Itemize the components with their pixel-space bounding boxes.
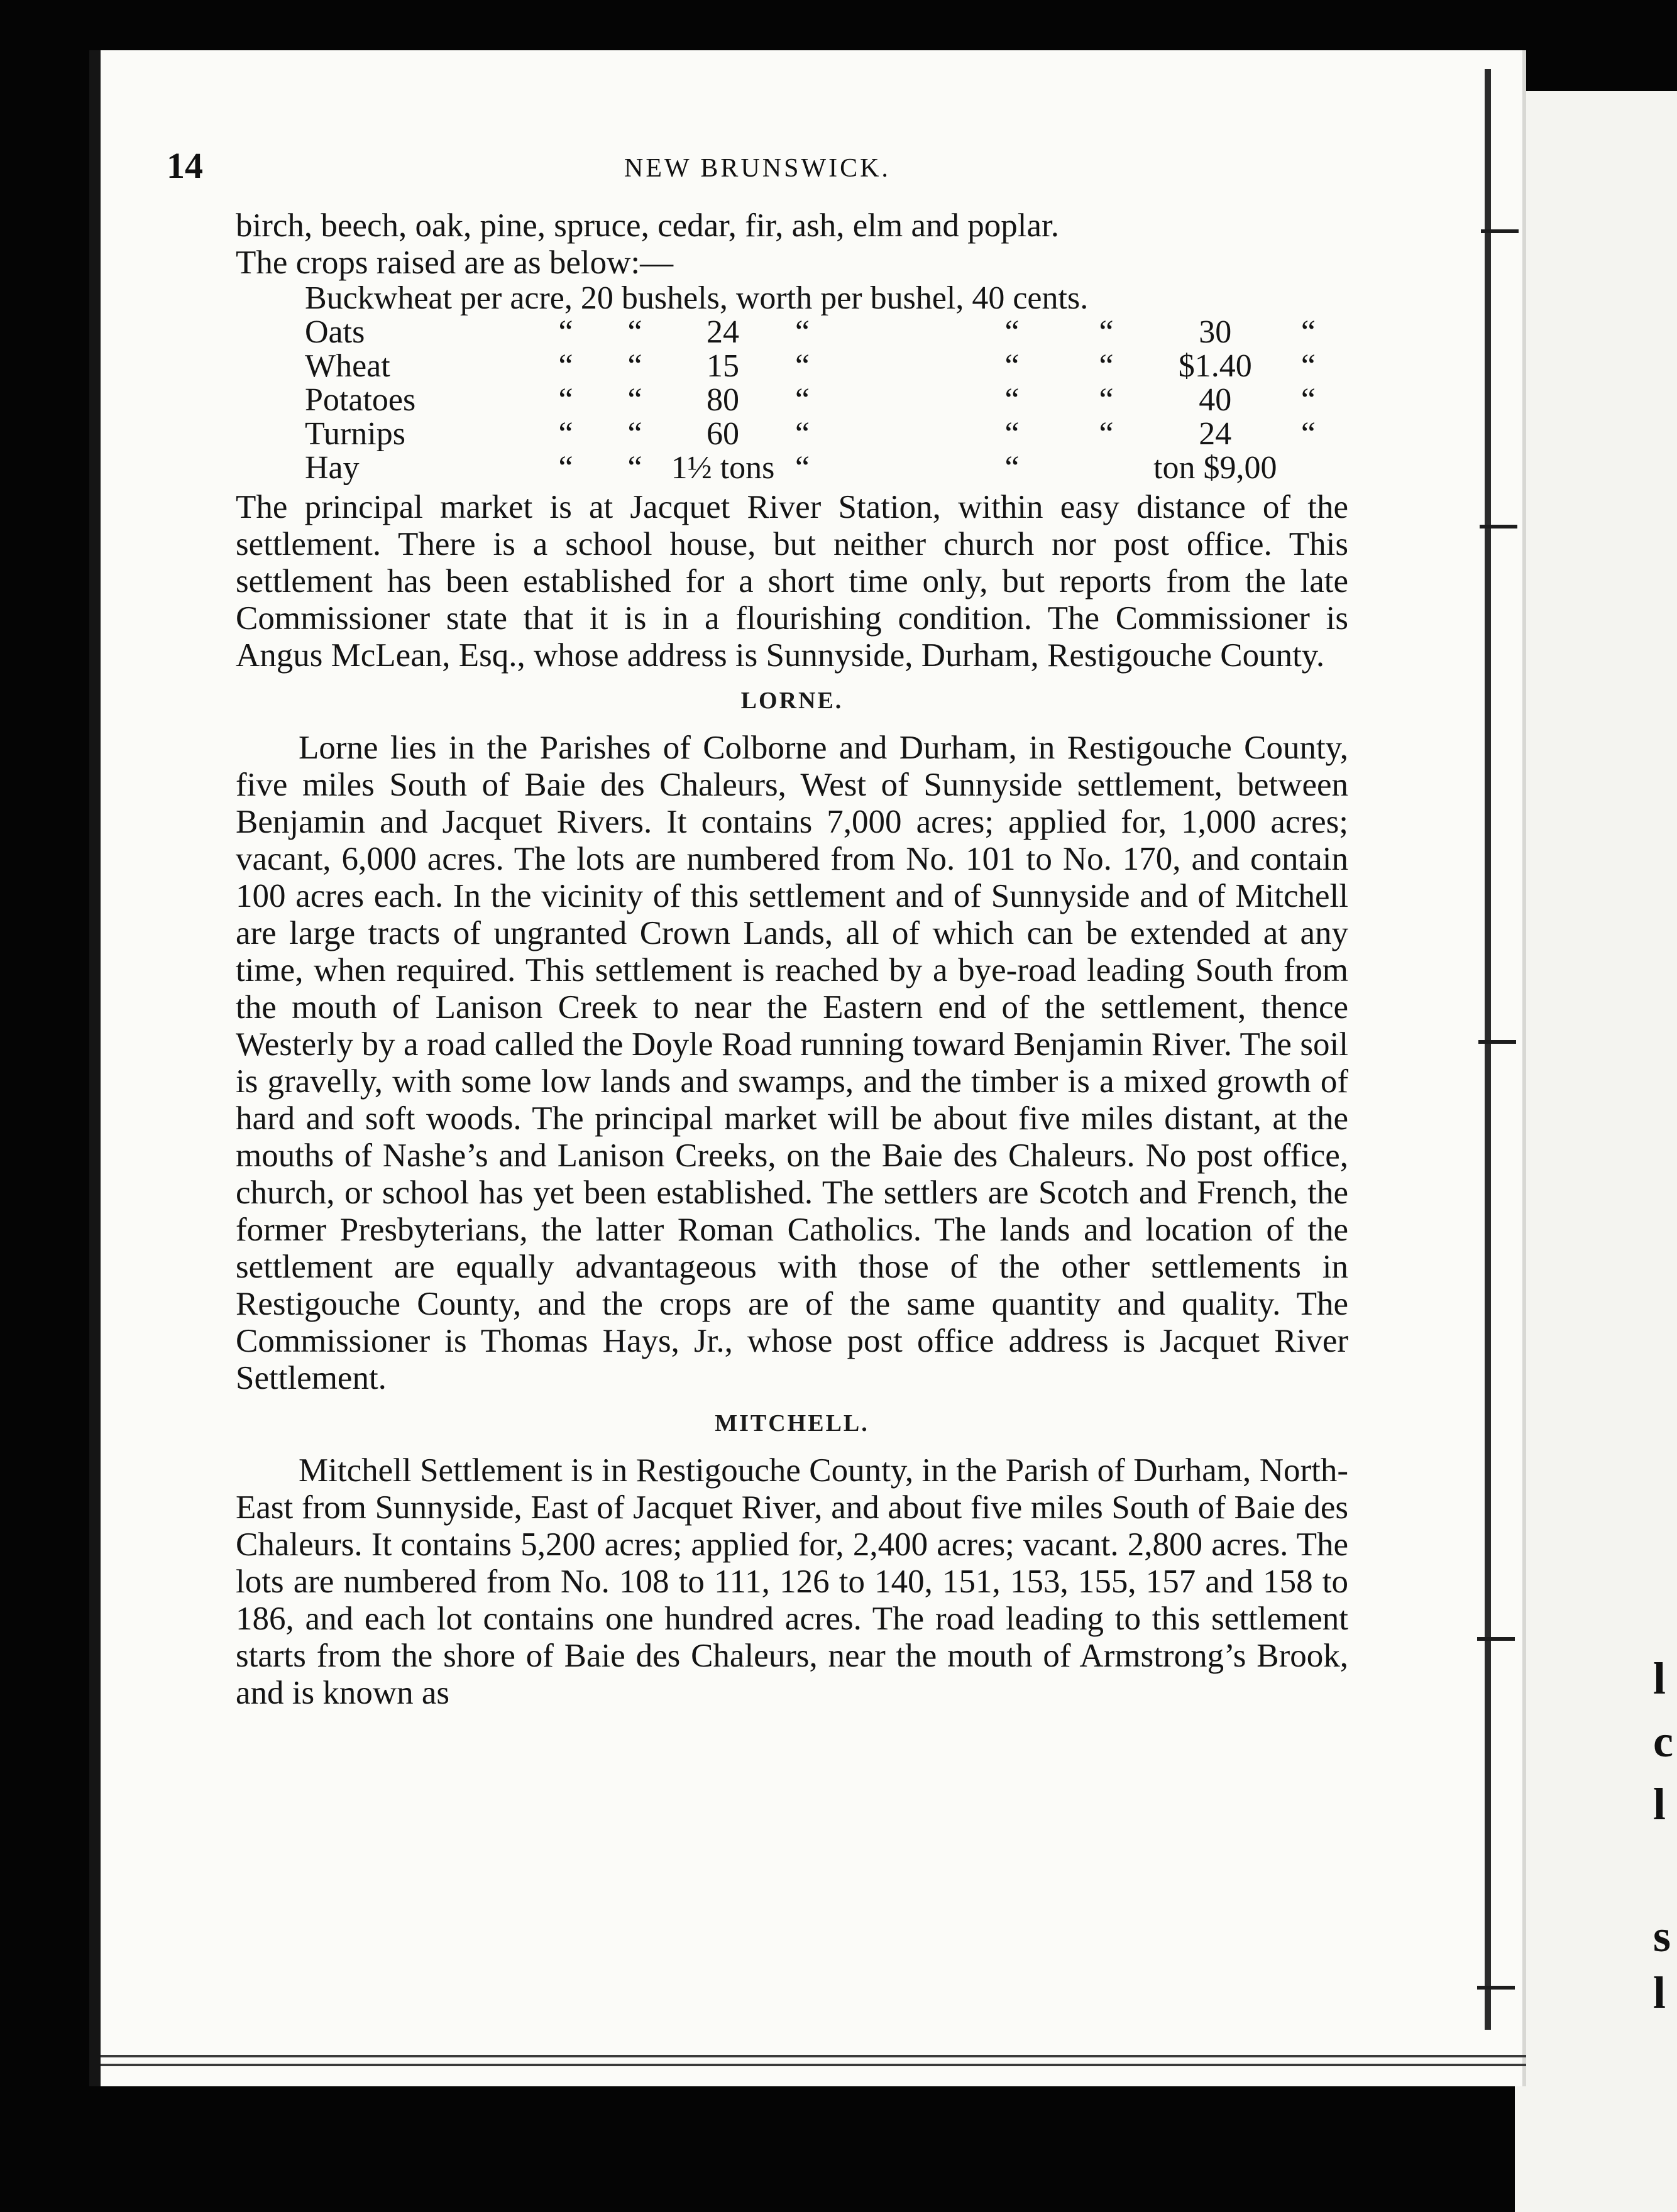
crop-cell-price: 30	[1199, 314, 1232, 350]
crop-cell-name: Wheat	[305, 348, 390, 384]
mitchell-paragraph: Mitchell Settlement is in Restigouche County, in the Parish of Durham, North-East from Sunnyside, East of Jacquet River, and about five miles South of Baie des Chaleurs. It contains 5,200 acres; applied for, 2,400 acres; vacant. 2,800 acres. The lots are numbered from No. 108 to 111, 126 to 140, 151, 153, 155, 157 and 158 to 186, and each lot contains one hundred acres. The road leading to this settlement starts from the shore of Baie des Chaleurs, near the mouth of Armstrong’s Brook, and is known as	[236, 1452, 1348, 1711]
crop-row	[305, 349, 1339, 383]
crop-cell-d5	[1059, 451, 1153, 485]
crop-cell-d5: “	[1099, 416, 1114, 452]
page-bottom-rule	[101, 2055, 1526, 2066]
adjacent-page-edge	[1515, 91, 1677, 2212]
crop-cell-d4: “	[1004, 382, 1020, 418]
crop-row	[305, 417, 1339, 451]
crop-cell-d3: “	[795, 416, 810, 452]
section-title-lorne: LORNE.	[740, 687, 844, 714]
crop-cell-d2: “	[627, 348, 642, 384]
crop-cell-d2: “	[627, 382, 642, 418]
crop-cell-d1: “	[558, 348, 573, 384]
adjacent-page-fragment: l	[1653, 1779, 1666, 1829]
binding-stitch	[1477, 1637, 1515, 1641]
crop-cell-name: Hay	[305, 450, 360, 486]
crop-cell-d6: “	[1300, 348, 1316, 384]
crop-cell-price: 40	[1199, 382, 1232, 418]
adjacent-page-fragment: c	[1653, 1716, 1673, 1766]
crop-cell-name: Turnips	[305, 416, 405, 452]
adjacent-page-fragment: l	[1653, 1653, 1666, 1704]
lorne-paragraph: Lorne lies in the Parishes of Colborne and Durham, in Restigouche County, five miles South of Baie des Chaleurs, West of Sunnyside settlement, between Benjamin and Jacquet Rivers. It contains 7,000 acres; applied for, 1,000 acres; vacant, 6,000 acres. The lots are numbered from No. 101 to No. 170, and contain 100 acres each. In the vicinity of this settlement and of Sunnyside and of Mitchell are large tracts of ungranted Crown Lands, all of which can be extended at any time, when required. This settlement is reached by a bye-road leading South from the mouth of Lanison Creek to near the Eastern end of the settlement, thence Westerly by a road called the Doyle Road running toward Benjamin River. The soil is gravelly, with some low lands and swamps, and the timber is a mixed growth of hard and soft woods. The principal market will be about five miles distant, at the mouths of Nashe’s and Lanison Creeks, on the Baie des Chaleurs. No post office, church, or school has yet been established. The settlers are Scotch and French, the former Presbyterians, the latter Roman Catholics. The lands and location of the settlement are equally advantageous with those of the other settlements in Restigouche County, and the crops are of the same quantity and quality. The Commissioner is Thomas Hays, Jr., whose post office address is Jacquet River Settlement.	[236, 730, 1348, 1396]
crop-cell-d1: “	[558, 450, 573, 486]
crop-cell-d6: “	[1300, 416, 1316, 452]
book-spine-thread	[1485, 69, 1491, 2030]
crop-cell-d3: “	[795, 314, 810, 350]
crop-cell-d4: “	[1004, 348, 1020, 384]
binding-stitch	[1480, 525, 1517, 528]
crop-cell-d2: “	[627, 416, 642, 452]
binding-stitch	[1477, 1986, 1515, 1990]
crop-table	[305, 315, 1339, 485]
page-number: 14	[167, 145, 203, 186]
adjacent-page-fragment: s	[1653, 1911, 1671, 1961]
crop-cell-qty: 24	[707, 314, 739, 350]
crop-cell-name: Potatoes	[305, 382, 416, 418]
running-head: NEW BRUNSWICK.	[624, 154, 891, 183]
crop-row	[305, 383, 1339, 417]
binding-stitch	[1481, 229, 1519, 233]
crop-row	[305, 451, 1339, 485]
crop-row-buckwheat: Buckwheat per acre, 20 bushels, worth per bushel, 40 cents.	[305, 280, 1089, 316]
crop-cell-qty: 15	[707, 348, 739, 384]
crop-cell-d6: “	[1300, 314, 1316, 350]
crop-cell-price: 24	[1199, 416, 1232, 452]
intro-line: birch, beech, oak, pine, spruce, cedar, fir, ash, elm and poplar.	[236, 207, 1059, 244]
crop-cell-d4: “	[1004, 450, 1020, 486]
page-header	[167, 145, 1348, 189]
crop-cell-d6: “	[1300, 382, 1316, 418]
sunnyside-paragraph: The principal market is at Jacquet River Station, within easy distance of the settlement. There is a school house, but neither church nor post office. This settlement has been established for a short time only, but reports from the late Commissioner state that it is in a flourishing condition. The Commissioner is Angus McLean, Esq., whose address is Sunnyside, Durham, Restigouche County.	[236, 489, 1348, 674]
crop-cell-qty: 80	[707, 382, 739, 418]
section-title-mitchell: MITCHELL.	[715, 1410, 869, 1437]
binding-stitch	[1478, 1040, 1516, 1044]
crop-cell-d3: “	[795, 348, 810, 384]
crop-row	[305, 315, 1339, 349]
crop-cell-d1: “	[558, 416, 573, 452]
crop-cell-d3: “	[795, 382, 810, 418]
crop-cell-d4: “	[1004, 314, 1020, 350]
crop-cell-d6	[1277, 451, 1339, 485]
crop-cell-d1: “	[558, 314, 573, 350]
crop-cell-price: ton $9,00	[1153, 450, 1277, 486]
crop-cell-d2: “	[627, 450, 642, 486]
adjacent-page-fragment: l	[1653, 1968, 1666, 2018]
page-body	[236, 207, 1348, 1712]
crop-cell-price: $1.40	[1178, 348, 1252, 384]
crop-cell-d4: “	[1004, 416, 1020, 452]
crop-cell-qty: 60	[707, 416, 739, 452]
crop-cell-d5: “	[1099, 314, 1114, 350]
crop-cell-d5: “	[1099, 348, 1114, 384]
intro-line: The crops raised are as below:—	[236, 244, 674, 281]
crop-cell-d2: “	[627, 314, 642, 350]
crop-cell-d3: “	[795, 450, 810, 486]
crop-cell-qty: 1½ tons	[671, 450, 775, 486]
crop-cell-d5: “	[1099, 382, 1114, 418]
crop-cell-d1: “	[558, 382, 573, 418]
crop-cell-name: Oats	[305, 314, 365, 350]
